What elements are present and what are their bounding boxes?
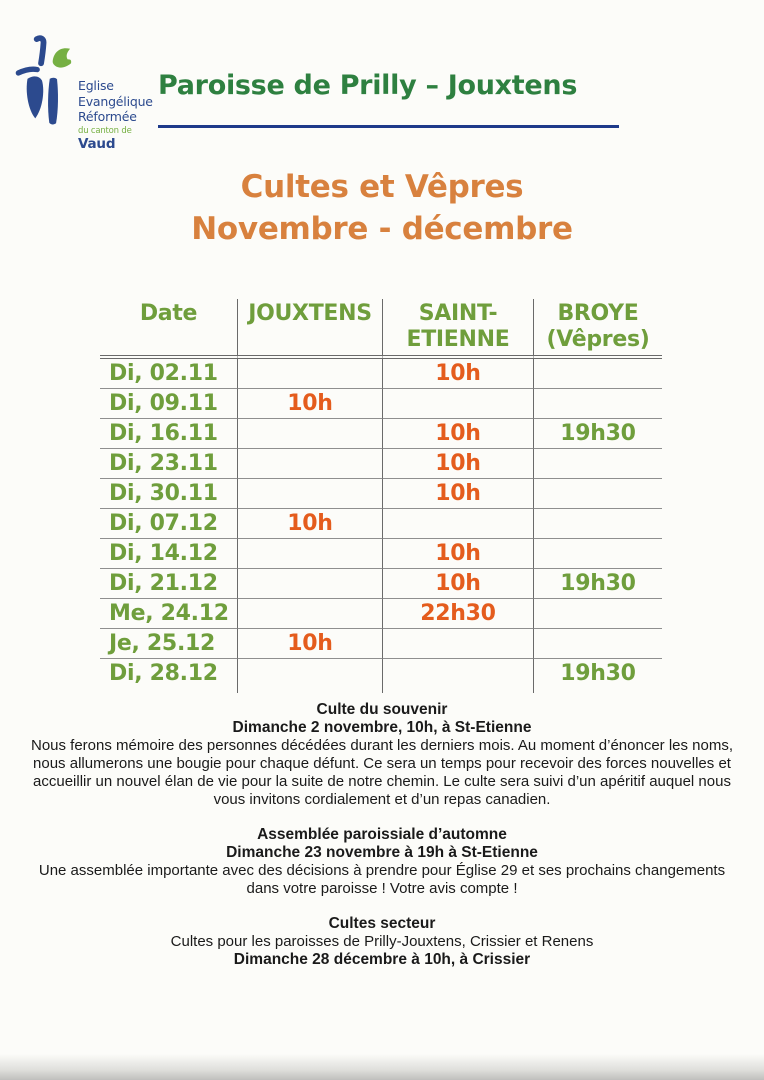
schedule-cell-jouxtens — [238, 419, 383, 449]
schedule-cell-saint-etienne: 10h — [383, 419, 534, 449]
column-header-date-label: Date — [139, 301, 198, 326]
document-subtitle — [0, 166, 764, 250]
schedule-cell-broye — [534, 449, 662, 479]
subtitle-line2: Novembre - décembre — [191, 211, 573, 247]
announcement-title: Culte du souvenir — [316, 701, 448, 718]
column-header-jouxtens-label: JOUXTENS — [248, 301, 372, 326]
schedule-cell-broye — [534, 509, 662, 539]
schedule-cell-date: Di, 07.12 — [100, 509, 238, 539]
schedule-cell-jouxtens — [238, 359, 383, 389]
announcement-subtitle: Dimanche 23 novembre à 19h à St-Etienne — [226, 844, 538, 861]
announcement-section — [26, 826, 738, 898]
schedule-cell-jouxtens: 10h — [238, 629, 383, 659]
schedule-cell-date: Di, 09.11 — [100, 389, 238, 419]
announcement-subtitle: Dimanche 2 novembre, 10h, à St-Etienne — [232, 719, 532, 736]
schedule-cell-jouxtens — [238, 569, 383, 599]
schedule-cell-broye — [534, 389, 662, 419]
schedule-cell-saint-etienne: 22h30 — [383, 599, 534, 629]
column-header-broye: BROYE (Vêpres) — [534, 299, 662, 359]
eerv-cross-dove-icon — [14, 34, 72, 138]
schedule-cell-date: Di, 30.11 — [100, 479, 238, 509]
schedule-cell-jouxtens — [238, 599, 383, 629]
announcement-subtitle: Dimanche 28 décembre à 10h, à Crissier — [233, 951, 531, 968]
logo-org-line1: Eglise — [78, 78, 114, 93]
subtitle-line1: Cultes et Vêpres — [240, 169, 524, 205]
schedule-cell-broye — [534, 599, 662, 629]
schedule-cell-saint-etienne — [383, 389, 534, 419]
announcement-section — [26, 701, 738, 809]
logo-org-line3: Réformée — [78, 109, 137, 124]
schedule-cell-broye: 19h30 — [534, 569, 662, 599]
schedule-cell-date: Di, 02.11 — [100, 359, 238, 389]
schedule-cell-date: Je, 25.12 — [100, 629, 238, 659]
announcement-body: Une assemblée importante avec des décisions à prendre pour Église 29 et ses prochains changements dans votre paroisse ! Votre avis compte ! — [38, 862, 726, 897]
schedule-cell-jouxtens: 10h — [238, 509, 383, 539]
announcement-title: Assemblée paroissiale d’automne — [257, 826, 507, 843]
announcements — [26, 701, 738, 986]
schedule-cell-saint-etienne: 10h — [383, 449, 534, 479]
announcement-title: Cultes secteur — [328, 915, 436, 932]
logo-region-small: du canton de — [78, 125, 132, 136]
scan-edge-artifact — [0, 1054, 764, 1080]
page-title: Paroisse de Prilly – Jouxtens — [158, 70, 578, 101]
schedule-cell-date: Di, 21.12 — [100, 569, 238, 599]
schedule-cell-date: Di, 28.12 — [100, 659, 238, 693]
schedule-table — [100, 299, 662, 693]
column-header-date — [100, 299, 238, 359]
column-header-jouxtens — [238, 299, 383, 359]
schedule-cell-saint-etienne: 10h — [383, 539, 534, 569]
schedule-cell-saint-etienne: 10h — [383, 359, 534, 389]
schedule-cell-date: Me, 24.12 — [100, 599, 238, 629]
column-header-saint-etienne: SAINT- ETIENNE — [383, 299, 534, 359]
schedule-cell-broye — [534, 479, 662, 509]
schedule-cell-broye: 19h30 — [560, 661, 636, 686]
schedule-cell-broye: 19h30 — [534, 419, 662, 449]
schedule-cell-jouxtens — [238, 659, 383, 693]
schedule-cell-date: Di, 14.12 — [100, 539, 238, 569]
schedule-cell-broye — [534, 539, 662, 569]
schedule-cell-broye — [534, 359, 662, 389]
eerv-logo-text — [78, 78, 153, 151]
schedule-cell-jouxtens — [238, 449, 383, 479]
announcement-section — [26, 915, 738, 969]
announcement-body: Cultes pour les paroisses de Prilly-Jouxtens, Crissier et Renens — [170, 933, 594, 950]
schedule-cell-date: Di, 23.11 — [100, 449, 238, 479]
schedule-cell-saint-etienne — [383, 659, 534, 693]
schedule-cell-saint-etienne — [383, 509, 534, 539]
logo-canton: Vaud — [78, 135, 116, 152]
schedule-cell-jouxtens: 10h — [238, 389, 383, 419]
schedule-cell-saint-etienne: 10h — [383, 569, 534, 599]
schedule-cell-saint-etienne — [383, 629, 534, 659]
schedule-cell-broye — [534, 629, 662, 659]
schedule-cell-date: Di, 16.11 — [100, 419, 238, 449]
schedule-cell-saint-etienne: 10h — [383, 479, 534, 509]
announcement-body: Nous ferons mémoire des personnes décédées durant les derniers mois. Au moment d’énoncer les noms, nous allumerons une bougie pour chaque défunt. Ce sera un temps pour recevoir des forces nouvelles et accueillir un nouvel élan de vie pour la suite de notre chemin. Le culte sera suivi d’un apéritif auquel nous vous invitons cordialement et d’un repas canadien. — [30, 737, 734, 808]
logo-org-line2: Evangélique — [78, 93, 153, 109]
schedule-cell-jouxtens — [238, 539, 383, 569]
title-underline — [158, 125, 619, 128]
schedule-cell-jouxtens — [238, 479, 383, 509]
